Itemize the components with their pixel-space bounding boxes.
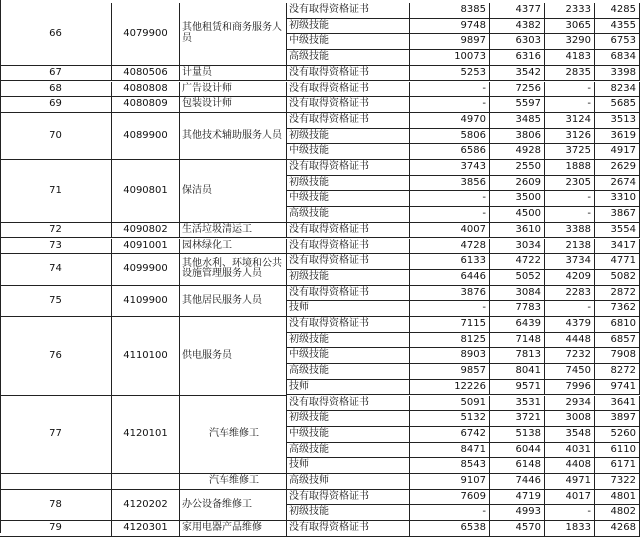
wage-value: - <box>545 505 595 521</box>
wage-value: 4570 <box>490 521 545 537</box>
skill-level: 没有取得资格证书 <box>287 490 410 506</box>
occupation-code: 4090801 <box>112 160 180 223</box>
wage-value: 2674 <box>595 176 640 192</box>
row-number: 76 <box>0 317 112 396</box>
wage-value: 8385 <box>410 3 490 19</box>
skill-level: 没有取得资格证书 <box>287 113 410 129</box>
wage-value: 6857 <box>595 333 640 349</box>
skill-level: 中级技能 <box>287 34 410 50</box>
wage-value: 2872 <box>595 286 640 302</box>
wage-value: 5260 <box>595 427 640 443</box>
skill-level: 初级技能 <box>287 19 410 35</box>
skill-level: 高级技能 <box>287 364 410 380</box>
wage-value: 3619 <box>595 129 640 145</box>
row-number: 74 <box>0 254 112 285</box>
wage-value: 3554 <box>595 223 640 239</box>
wage-value: - <box>410 191 490 207</box>
wage-value: - <box>410 207 490 223</box>
wage-value: 6810 <box>595 317 640 333</box>
wage-value: 6439 <box>490 317 545 333</box>
skill-level: 没有取得资格证书 <box>287 286 410 302</box>
wage-value: - <box>410 82 490 98</box>
wage-value: - <box>545 301 595 317</box>
skill-level: 初级技能 <box>287 411 410 427</box>
row-number: 70 <box>0 113 112 160</box>
wage-value: - <box>410 505 490 521</box>
skill-level: 没有取得资格证书 <box>287 160 410 176</box>
wage-value: 10073 <box>410 50 490 66</box>
row-number: 77 <box>0 396 112 475</box>
wage-value: 6316 <box>490 50 545 66</box>
wage-value: - <box>545 191 595 207</box>
wage-value: 4970 <box>410 113 490 129</box>
wage-value: 2138 <box>545 239 595 255</box>
wage-value: 3124 <box>545 113 595 129</box>
wage-value: 3034 <box>490 239 545 255</box>
wage-value: 9748 <box>410 19 490 35</box>
wage-value: 5685 <box>595 97 640 113</box>
occupation-name: 汽车维修工 <box>180 474 287 490</box>
wage-value: 3721 <box>490 411 545 427</box>
wage-value: 7362 <box>595 301 640 317</box>
wage-value: 7148 <box>490 333 545 349</box>
wage-value: 3876 <box>410 286 490 302</box>
wage-value: 4209 <box>545 270 595 286</box>
wage-value: 6148 <box>490 458 545 474</box>
wage-value: 7609 <box>410 490 490 506</box>
wage-value: 9741 <box>595 380 640 396</box>
wage-value: 6586 <box>410 144 490 160</box>
occupation-name: 保洁员 <box>180 160 287 223</box>
occupation-name: 计量员 <box>180 66 287 82</box>
wage-value: 7232 <box>545 348 595 364</box>
occupation-code: 4120202 <box>112 490 180 521</box>
wage-value: 5597 <box>490 97 545 113</box>
wage-value: 3806 <box>490 129 545 145</box>
wage-value: 8272 <box>595 364 640 380</box>
wage-value: 3398 <box>595 66 640 82</box>
wage-value: 4802 <box>595 505 640 521</box>
wage-value: 4917 <box>595 144 640 160</box>
wage-value: 3008 <box>545 411 595 427</box>
wage-value: 4379 <box>545 317 595 333</box>
wage-value: 4971 <box>545 474 595 490</box>
wage-value: 4722 <box>490 254 545 270</box>
wage-value: 6044 <box>490 443 545 459</box>
wage-value: 1888 <box>545 160 595 176</box>
row-number: 69 <box>0 97 112 113</box>
row-number: 67 <box>0 66 112 82</box>
wage-value: 8234 <box>595 82 640 98</box>
wage-value: 6834 <box>595 50 640 66</box>
wage-value: 3500 <box>490 191 545 207</box>
wage-value: 1833 <box>545 521 595 537</box>
wage-value: 9107 <box>410 474 490 490</box>
wage-value: 4728 <box>410 239 490 255</box>
wage-value: 5091 <box>410 396 490 412</box>
occupation-code: 4120301 <box>112 521 180 537</box>
wage-value: 4031 <box>545 443 595 459</box>
wage-value: 4007 <box>410 223 490 239</box>
skill-level: 高级技能 <box>287 443 410 459</box>
skill-level: 中级技能 <box>287 144 410 160</box>
wage-value: 2835 <box>545 66 595 82</box>
wage-value: 3548 <box>545 427 595 443</box>
skill-level: 技师 <box>287 380 410 396</box>
occupation-name: 园林绿化工 <box>180 239 287 255</box>
wage-value: 4719 <box>490 490 545 506</box>
skill-level: 高级技能 <box>287 207 410 223</box>
wage-value: 8041 <box>490 364 545 380</box>
wage-value: 2333 <box>545 3 595 19</box>
occupation-name: 其他水利、环境和公共设施管理服务人员 <box>180 254 287 285</box>
wage-value: 6171 <box>595 458 640 474</box>
row-number: 78 <box>0 490 112 521</box>
occupation-name: 其他技术辅助服务人员 <box>180 113 287 160</box>
wage-value: - <box>545 82 595 98</box>
skill-level: 初级技能 <box>287 333 410 349</box>
wage-value: 3641 <box>595 396 640 412</box>
skill-level: 没有取得资格证书 <box>287 82 410 98</box>
wage-value: 7996 <box>545 380 595 396</box>
occupation-name: 包装设计师 <box>180 97 287 113</box>
wage-value: 5806 <box>410 129 490 145</box>
wage-value: 3856 <box>410 176 490 192</box>
wage-value: 3531 <box>490 396 545 412</box>
skill-level: 没有取得资格证书 <box>287 239 410 255</box>
wage-value: 12226 <box>410 380 490 396</box>
occupation-code: 4109900 <box>112 286 180 317</box>
wage-value: 3867 <box>595 207 640 223</box>
skill-level: 技师 <box>287 458 410 474</box>
row-number: 68 <box>0 82 112 98</box>
skill-level: 初级技能 <box>287 129 410 145</box>
wage-value: 3417 <box>595 239 640 255</box>
occupation-code: 4080809 <box>112 97 180 113</box>
wage-value: 2550 <box>490 160 545 176</box>
wage-value: 7446 <box>490 474 545 490</box>
wage-value: 2305 <box>545 176 595 192</box>
skill-level: 高级技能 <box>287 50 410 66</box>
wage-value: 6753 <box>595 34 640 50</box>
wage-value: 4928 <box>490 144 545 160</box>
wage-value: 3485 <box>490 113 545 129</box>
occupation-code <box>112 474 180 490</box>
wage-value: 3290 <box>545 34 595 50</box>
wage-value: 2609 <box>490 176 545 192</box>
wage-value: 3310 <box>595 191 640 207</box>
wage-value: 8125 <box>410 333 490 349</box>
skill-level: 初级技能 <box>287 505 410 521</box>
occupation-name: 家用电器产品维修 <box>180 521 287 537</box>
wage-value: 4355 <box>595 19 640 35</box>
skill-level: 中级技能 <box>287 348 410 364</box>
skill-level: 没有取得资格证书 <box>287 3 410 19</box>
wage-value: 3897 <box>595 411 640 427</box>
wage-value: 6742 <box>410 427 490 443</box>
wage-value: 7256 <box>490 82 545 98</box>
occupation-name: 其他租赁和商务服务人员 <box>180 3 287 66</box>
wage-value: 4801 <box>595 490 640 506</box>
wage-value: 6110 <box>595 443 640 459</box>
row-number: 66 <box>0 3 112 66</box>
wage-value: 5052 <box>490 270 545 286</box>
skill-level: 高级技师 <box>287 474 410 490</box>
wage-value: 4408 <box>545 458 595 474</box>
occupation-code: 4089900 <box>112 113 180 160</box>
wage-value: 3065 <box>545 19 595 35</box>
wage-value: 5082 <box>595 270 640 286</box>
wage-value: - <box>410 97 490 113</box>
wage-value: 4285 <box>595 3 640 19</box>
wage-value: 8543 <box>410 458 490 474</box>
skill-level: 没有取得资格证书 <box>287 317 410 333</box>
wage-value: 3084 <box>490 286 545 302</box>
occupation-code: 4080506 <box>112 66 180 82</box>
wage-value: 4382 <box>490 19 545 35</box>
wage-value: 2629 <box>595 160 640 176</box>
skill-level: 没有取得资格证书 <box>287 254 410 270</box>
wage-value: 8903 <box>410 348 490 364</box>
wage-value: 5253 <box>410 66 490 82</box>
skill-level: 中级技能 <box>287 427 410 443</box>
wage-value: 4500 <box>490 207 545 223</box>
occupation-name: 其他居民服务人员 <box>180 286 287 317</box>
skill-level: 初级技能 <box>287 176 410 192</box>
wage-value: 3513 <box>595 113 640 129</box>
skill-level: 技师 <box>287 301 410 317</box>
wage-value: 7908 <box>595 348 640 364</box>
occupation-name: 汽车维修工 <box>180 396 287 475</box>
wage-value: 9571 <box>490 380 545 396</box>
wage-value: 4377 <box>490 3 545 19</box>
skill-level: 中级技能 <box>287 191 410 207</box>
wage-value: 3542 <box>490 66 545 82</box>
row-number: 75 <box>0 286 112 317</box>
skill-level: 初级技能 <box>287 270 410 286</box>
skill-level: 没有取得资格证书 <box>287 66 410 82</box>
wage-value: 2934 <box>545 396 595 412</box>
wage-value: 7783 <box>490 301 545 317</box>
skill-level: 没有取得资格证书 <box>287 223 410 239</box>
row-number: 72 <box>0 223 112 239</box>
occupation-name: 广告设计师 <box>180 82 287 98</box>
wage-value: 3610 <box>490 223 545 239</box>
skill-level: 没有取得资格证书 <box>287 521 410 537</box>
wage-value: 3725 <box>545 144 595 160</box>
skill-level: 没有取得资格证书 <box>287 97 410 113</box>
wage-value: 7450 <box>545 364 595 380</box>
occupation-name: 供电服务员 <box>180 317 287 396</box>
wage-value: 3743 <box>410 160 490 176</box>
occupation-code: 4091001 <box>112 239 180 255</box>
wage-value: - <box>410 301 490 317</box>
occupation-code: 4110100 <box>112 317 180 396</box>
wage-value: 7115 <box>410 317 490 333</box>
wage-value: 4993 <box>490 505 545 521</box>
wage-value: - <box>545 207 595 223</box>
occupation-name: 生活垃圾清运工 <box>180 223 287 239</box>
wage-value: 7813 <box>490 348 545 364</box>
wage-value: 3126 <box>545 129 595 145</box>
wage-value: 9897 <box>410 34 490 50</box>
wage-value: - <box>545 97 595 113</box>
wage-value: 4448 <box>545 333 595 349</box>
wage-value: 3734 <box>545 254 595 270</box>
wage-value: 6133 <box>410 254 490 270</box>
row-number: 73 <box>0 239 112 255</box>
wage-value: 4771 <box>595 254 640 270</box>
row-number: 79 <box>0 521 112 537</box>
wage-value: 7322 <box>595 474 640 490</box>
wage-value: 4017 <box>545 490 595 506</box>
occupation-name: 办公设备维修工 <box>180 490 287 521</box>
occupation-code: 4120101 <box>112 396 180 475</box>
wage-value: 5138 <box>490 427 545 443</box>
wage-value: 9857 <box>410 364 490 380</box>
occupation-code: 4099900 <box>112 254 180 285</box>
wage-value: 4183 <box>545 50 595 66</box>
occupation-code: 4080808 <box>112 82 180 98</box>
wage-value: 6446 <box>410 270 490 286</box>
row-number <box>0 474 112 490</box>
wage-value: 5132 <box>410 411 490 427</box>
wage-value: 4268 <box>595 521 640 537</box>
wage-value: 2283 <box>545 286 595 302</box>
wage-value: 6303 <box>490 34 545 50</box>
occupation-code: 4090802 <box>112 223 180 239</box>
wage-value: 3388 <box>545 223 595 239</box>
row-number: 71 <box>0 160 112 223</box>
wage-value: 8471 <box>410 443 490 459</box>
wage-value: 6538 <box>410 521 490 537</box>
occupation-code: 4079900 <box>112 3 180 66</box>
skill-level: 没有取得资格证书 <box>287 396 410 412</box>
